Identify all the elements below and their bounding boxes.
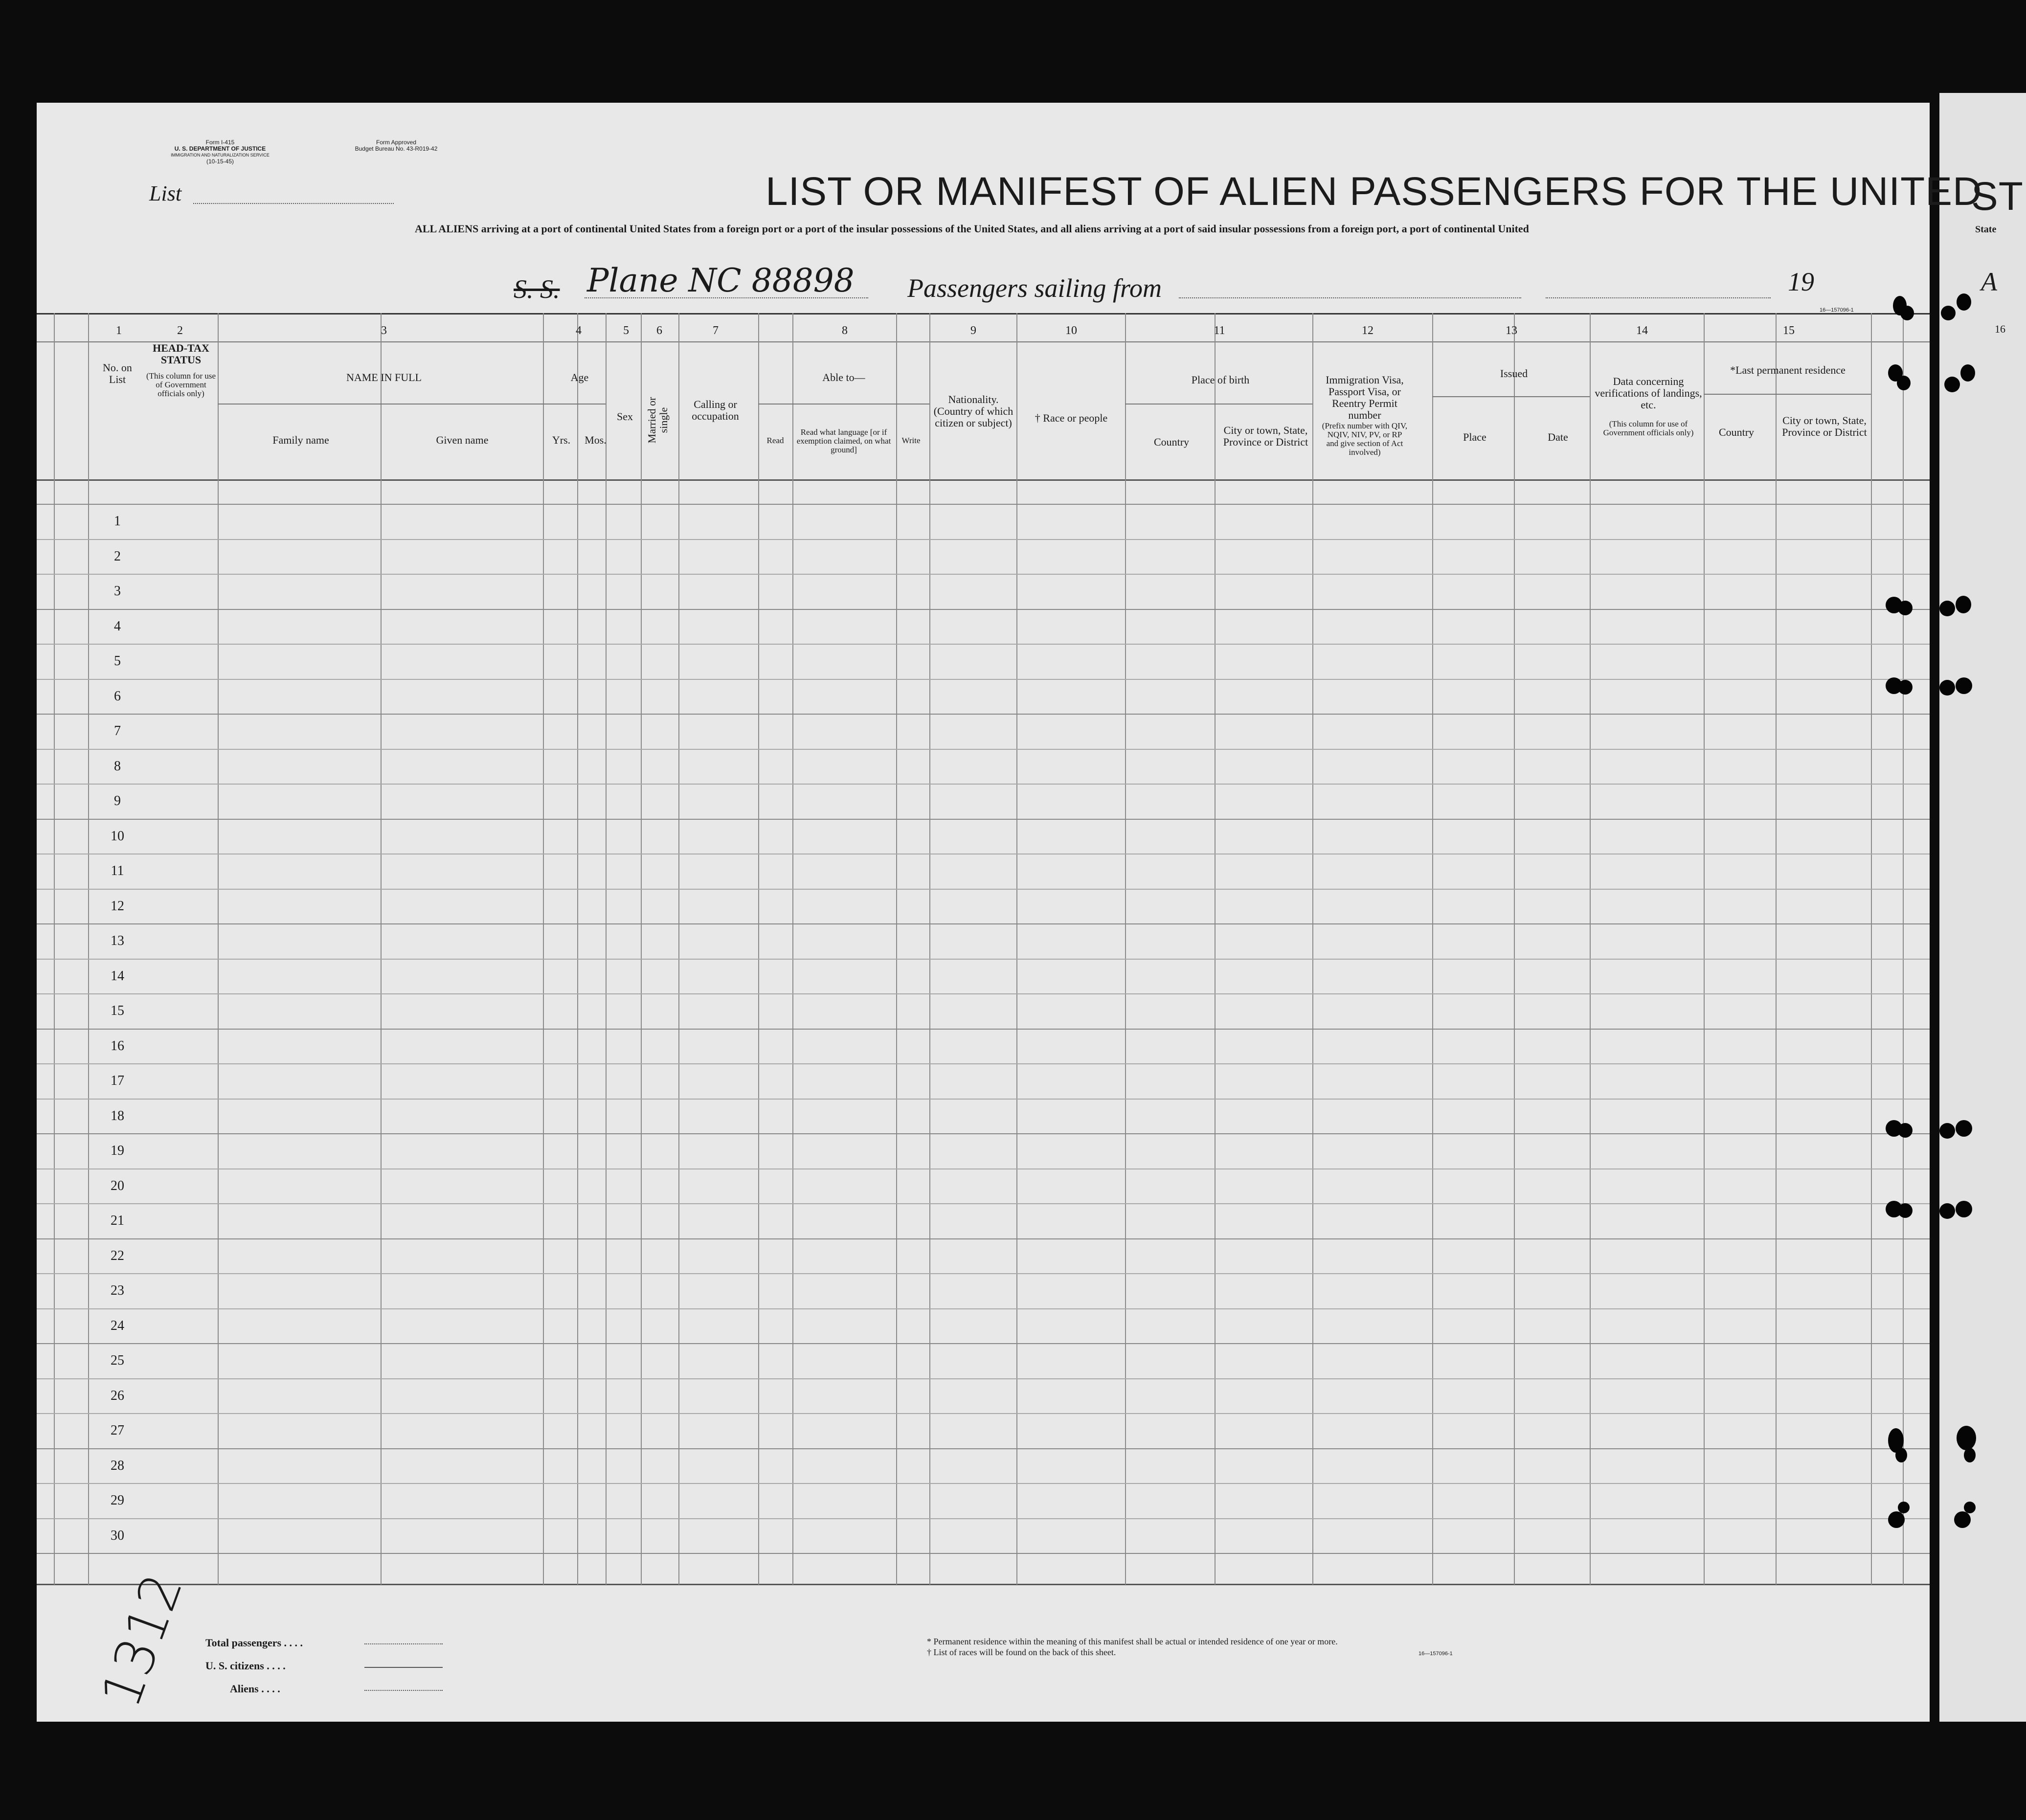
family-name-header: Family name <box>272 434 329 446</box>
age-years-header: Yrs. <box>552 434 571 446</box>
row-rule <box>37 889 1930 890</box>
punch-hole <box>1956 1120 1972 1137</box>
col-6-header: Married or single <box>646 397 670 444</box>
able-read-language-header: Read what language [or if exemption claimed, on what ground] <box>796 427 891 454</box>
row-rule <box>37 1168 1930 1169</box>
col-11-header: Place of birth <box>1191 374 1250 386</box>
row-number: 28 <box>111 1458 124 1473</box>
row-rule <box>37 679 1930 680</box>
row-rule <box>37 1029 1930 1030</box>
row-rule <box>37 1273 1930 1274</box>
column-number: 3 <box>381 324 387 337</box>
manifest-table <box>37 313 1930 1585</box>
row-rule <box>37 1238 1930 1239</box>
row-number: 27 <box>111 1423 124 1438</box>
birth-city-header: City or town, State, Province or District <box>1223 424 1308 448</box>
column-number: 13 <box>1506 324 1517 337</box>
row-rule <box>37 959 1930 960</box>
row-number: 19 <box>111 1143 124 1158</box>
punch-hole <box>1941 306 1956 320</box>
row-number: 26 <box>111 1388 124 1403</box>
row-rule <box>37 644 1930 645</box>
next-page-hand-fragment: A <box>1981 267 1997 296</box>
subheader-rule <box>1704 394 1871 395</box>
col-14-note: (This column for use of Government officials only) <box>1603 419 1694 437</box>
residence-city-header: City or town, State, Province or District <box>1782 414 1867 438</box>
row-number: 22 <box>111 1248 124 1263</box>
footnotes <box>927 1636 1338 1658</box>
row-number: 3 <box>114 584 121 599</box>
list-label: List <box>149 181 182 205</box>
aliens-label: Aliens . . . . <box>230 1683 280 1695</box>
col-5-header: Sex <box>617 410 633 423</box>
col-7-header: Calling or occupation <box>692 398 739 422</box>
punch-hole <box>1900 306 1914 320</box>
col-1-header: No. on List <box>103 361 132 385</box>
row-number: 14 <box>111 968 124 984</box>
sailing-from-label: Passengers sailing from <box>907 273 1162 303</box>
next-page-edge <box>1939 93 2026 1722</box>
row-rule <box>37 1378 1930 1379</box>
col-12-header: Immigration Visa, Passport Visa, or Reentry Permit number <box>1326 374 1404 421</box>
row-number: 17 <box>111 1073 124 1088</box>
residence-country-header: Country <box>1718 426 1755 438</box>
punch-hole <box>1964 1502 1976 1513</box>
row-rule <box>37 749 1930 750</box>
column-number: 10 <box>1065 324 1077 337</box>
column-number: 12 <box>1362 324 1373 337</box>
print-code-bottom: 16—157096-1 <box>1418 1651 1453 1657</box>
punch-hole <box>1960 364 1975 382</box>
column-number: 2 <box>177 324 183 337</box>
punch-hole <box>1957 1426 1976 1450</box>
column-number: 7 <box>713 324 719 337</box>
form-approved: Form Approved <box>376 139 417 146</box>
row-rule <box>37 714 1930 715</box>
total-passengers-field <box>364 1643 443 1644</box>
punch-hole <box>1898 1502 1910 1513</box>
punch-hole <box>1939 1123 1955 1139</box>
column-number: 11 <box>1214 324 1225 337</box>
next-page-sub-fragment: State <box>1975 224 1997 235</box>
punch-hole <box>1888 1511 1905 1528</box>
row-number: 21 <box>111 1213 124 1228</box>
row-rule <box>37 784 1930 785</box>
punch-hole <box>1944 377 1960 392</box>
row-number: 16 <box>111 1038 124 1054</box>
punch-hole <box>1956 1201 1972 1217</box>
col-8-header: Able to— <box>822 371 865 383</box>
col-9-header: Nationality. (Country of which citizen or subject) <box>933 393 1013 429</box>
row-rule <box>37 1203 1930 1204</box>
punch-hole <box>1939 1203 1955 1219</box>
row-number: 12 <box>111 898 124 914</box>
row-number: 10 <box>111 828 124 844</box>
col-2-header: HEAD-TAX STATUS <box>153 342 209 366</box>
col-15-header: *Last permanent residence <box>1730 364 1846 376</box>
row-rule <box>37 1413 1930 1414</box>
punch-hole <box>1898 1123 1913 1138</box>
punch-hole <box>1897 376 1911 390</box>
col-13-header: Issued <box>1500 367 1528 380</box>
print-code-top: 16—157096-1 <box>1820 307 1854 313</box>
column-number: 1 <box>116 324 122 337</box>
row-number: 30 <box>111 1528 124 1543</box>
column-number: 8 <box>842 324 848 337</box>
col-2-note: (This column for use of Government officials only) <box>146 371 216 398</box>
punch-hole <box>1954 1511 1971 1528</box>
row-number: 8 <box>114 758 121 774</box>
issued-place-header: Place <box>1463 431 1486 443</box>
row-rule <box>37 1099 1930 1100</box>
row-number: 15 <box>111 1003 124 1018</box>
row-number: 7 <box>114 723 121 739</box>
totals-block <box>205 1631 303 1700</box>
sailing-port-field <box>1179 297 1521 298</box>
aliens-field <box>364 1690 443 1691</box>
row-number: 29 <box>111 1493 124 1508</box>
punch-hole <box>1898 601 1913 615</box>
row-number: 5 <box>114 653 121 669</box>
department-name: U. S. DEPARTMENT OF JUSTICE <box>174 145 266 152</box>
vessel-name-line <box>585 297 868 298</box>
row-number: 13 <box>111 933 124 948</box>
list-number-field <box>193 203 394 204</box>
issued-date-header: Date <box>1548 431 1568 443</box>
able-write-header: Write <box>901 436 921 445</box>
row-number: 2 <box>114 548 121 564</box>
row-number: 18 <box>111 1108 124 1123</box>
page-subtitle: ALL ALIENS arriving at a port of continental United States from a foreign port or a port of the insular possessions of the United States, and all aliens arriving at a port of said insular possessions from a foreign port, a port of continental United <box>415 223 1529 235</box>
year-label: 19 <box>1788 267 1814 296</box>
row-number: 4 <box>114 618 121 634</box>
punch-hole <box>1939 680 1955 696</box>
row-rule <box>37 993 1930 994</box>
row-number: 25 <box>111 1353 124 1368</box>
column-number: 4 <box>576 324 582 337</box>
row-rule <box>37 1133 1930 1134</box>
punch-hole <box>1957 293 1971 311</box>
age-months-header: Mos. <box>585 434 607 446</box>
row-rule <box>37 504 1930 505</box>
approval-block <box>338 139 455 152</box>
us-citizens-label: U. S. citizens . . . . <box>205 1660 286 1672</box>
row-number: 24 <box>111 1318 124 1333</box>
col-10-header: † Race or people <box>1035 412 1108 424</box>
row-rule <box>37 1448 1930 1449</box>
row-number: 6 <box>114 688 121 704</box>
column-number: 5 <box>623 324 629 337</box>
service-name: IMMIGRATION AND NATURALIZATION SERVICE <box>171 153 270 157</box>
total-passengers-label: Total passengers . . . . <box>205 1637 303 1649</box>
row-number: 11 <box>111 863 124 878</box>
punch-hole <box>1939 601 1955 616</box>
row-rule <box>37 923 1930 924</box>
col-4-header: Age <box>570 371 589 383</box>
row-rule <box>37 1518 1930 1519</box>
footnote-races: † List of races will be found on the back of this sheet. <box>927 1647 1116 1657</box>
row-number: 9 <box>114 793 121 809</box>
punch-hole <box>1956 596 1971 613</box>
row-number: 23 <box>111 1283 124 1298</box>
row-number: 1 <box>114 514 121 529</box>
subheader-rule <box>1432 396 1590 397</box>
sailing-date-field <box>1546 297 1771 298</box>
row-number: 20 <box>111 1178 124 1193</box>
row-rule <box>37 1553 1930 1554</box>
row-rule <box>37 819 1930 820</box>
column-number: 9 <box>970 324 976 337</box>
column-number: 14 <box>1636 324 1648 337</box>
row-rule <box>37 609 1930 610</box>
row-rule <box>37 539 1930 540</box>
us-citizens-field <box>364 1667 443 1668</box>
footnote-residence: * Permanent residence within the meaning of this manifest shall be actual or intended residence of one year or more. <box>927 1637 1338 1646</box>
vessel-name-handwritten: Plane NC 88898 <box>587 262 855 299</box>
punch-hole <box>1964 1448 1976 1462</box>
budget-number: Budget Bureau No. 43-R019-42 <box>355 145 438 152</box>
row-rule <box>37 1308 1930 1309</box>
ss-label: S. S. <box>514 274 560 304</box>
col-3-header: NAME IN FULL <box>346 371 422 383</box>
col-14-header: Data concerning verifications of landings, etc. <box>1595 375 1702 411</box>
column-number: 6 <box>656 324 662 337</box>
form-date: (10-15-45) <box>206 158 234 165</box>
able-read-header: Read <box>766 436 784 445</box>
row-rule <box>37 1343 1930 1344</box>
page-title: LIST OR MANIFEST OF ALIEN PASSENGERS FOR THE UNITED <box>765 169 1982 214</box>
punch-hole <box>1895 1448 1907 1462</box>
column-number: 15 <box>1783 324 1795 337</box>
given-name-header: Given name <box>436 434 489 446</box>
punch-hole <box>1898 680 1913 695</box>
birth-country-header: Country <box>1153 436 1190 448</box>
punch-hole <box>1898 1203 1913 1218</box>
next-page-col-num: 16 <box>1995 323 2005 335</box>
form-number: Form I-415 <box>205 139 235 146</box>
col-12-note: (Prefix number with QIV, NQIV, NIV, PV, or RP and give section of Act involved) <box>1322 421 1408 457</box>
next-page-title-fragment: ST <box>1971 174 2024 219</box>
row-rule <box>37 1063 1930 1064</box>
punch-hole <box>1956 677 1972 694</box>
form-id-block <box>142 139 298 165</box>
row-rule <box>37 1483 1930 1484</box>
row-rule <box>37 574 1930 575</box>
margin-note-handwritten: 1312 <box>89 1565 195 1716</box>
